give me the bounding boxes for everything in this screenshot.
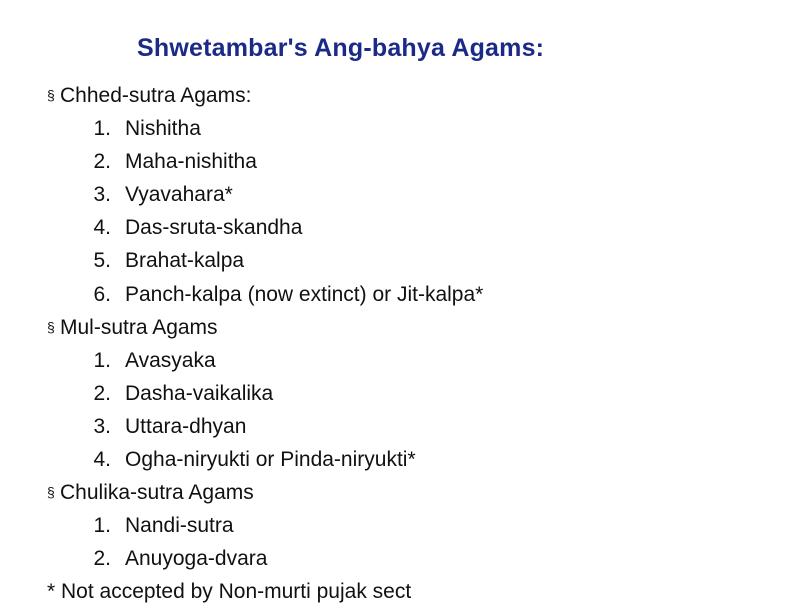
list-item-number: 2. (93, 150, 111, 174)
section-heading (47, 476, 787, 509)
section-bullet-icon: § (47, 484, 55, 501)
list-item (47, 112, 787, 145)
list-item (47, 410, 787, 443)
section-bullet-icon: § (47, 87, 55, 103)
list-item-text: Brahat-kalpa (125, 249, 245, 273)
slide-title: Shwetambar's Ang-bahya Agams: (137, 34, 545, 62)
list-item-number: 3. (93, 414, 111, 438)
slide-content (47, 79, 787, 609)
list-item-text: Anuyoga-dvara (125, 547, 268, 571)
list-item (47, 244, 787, 277)
list-item-number: 2. (93, 381, 111, 405)
list-item-number: 6. (93, 282, 111, 306)
section-heading-text: Chulika-sutra Agams (60, 481, 254, 505)
list-item-number: 4. (93, 448, 111, 472)
list-item-text: Das-sruta-skandha (125, 216, 303, 240)
list-item-number: 4. (93, 216, 111, 240)
list-item-text: Nishitha (125, 117, 201, 141)
list-item (47, 278, 787, 311)
list-item-text: Uttara-dhyan (125, 414, 247, 438)
footnote: * Not accepted by Non-murti pujak sect (47, 580, 412, 604)
list-item-number: 3. (93, 183, 111, 207)
list-item-text: Dasha-vaikalika (125, 381, 274, 405)
list-item (47, 443, 787, 476)
list-item-text: Ogha-niryukti or Pinda-niryukti* (125, 448, 416, 472)
section-heading-text: Mul-sutra Agams (60, 315, 218, 339)
list-item-number: 5. (93, 249, 111, 273)
list-item-text: Maha-nishitha (125, 150, 257, 174)
list-item-number: 1. (93, 514, 111, 538)
list-item (47, 509, 787, 542)
section-bullet-icon: § (47, 318, 55, 335)
list-item-text: Nandi-sutra (125, 514, 234, 538)
list-item-number: 2. (93, 547, 111, 571)
list-item (47, 178, 787, 211)
list-item-text: Vyavahara* (125, 183, 233, 207)
list-item (47, 377, 787, 410)
list-item-text: Panch-kalpa (now extinct) or Jit-kalpa* (125, 282, 484, 306)
list-item (47, 211, 787, 244)
section-heading-text: Chhed-sutra Agams: (60, 84, 252, 107)
section-heading (47, 311, 787, 344)
list-item-number: 1. (93, 117, 111, 141)
list-item-number: 1. (93, 348, 111, 372)
section-heading (47, 79, 787, 112)
list-item-text: Avasyaka (125, 348, 216, 372)
list-item (47, 344, 787, 377)
list-item (47, 145, 787, 178)
list-item (47, 542, 787, 575)
